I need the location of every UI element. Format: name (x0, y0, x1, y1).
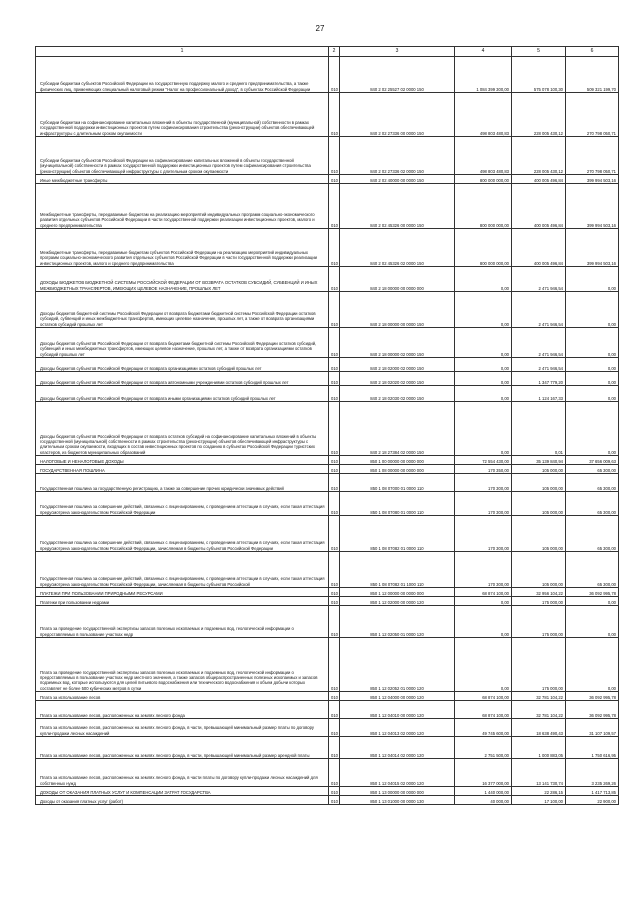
row-budget-code-cell: 850 1 12 02000 00 0000 120 (340, 597, 455, 606)
row-approved-cell: 170 300,00 (455, 552, 512, 588)
row-executed-cell: 1 347 779,20 (512, 372, 566, 386)
row-unexecuted-cell: 0,00 (566, 606, 619, 638)
row-unexecuted-cell: 0,00 (566, 358, 619, 372)
row-approved-cell: 72 554 430,00 (455, 456, 512, 465)
row-unexecuted-cell: 36 092 995,78 (566, 692, 619, 701)
row-line-code-cell: 010 (329, 588, 340, 597)
row-budget-code-cell: 850 1 13 01000 00 0000 130 (340, 796, 455, 805)
row-line-code-cell: 010 (329, 597, 340, 606)
row-budget-code-cell: 850 1 12 04015 02 0000 120 (340, 759, 455, 787)
row-line-code-cell: 010 (329, 787, 340, 796)
row-name-cell: Доходы от оказания платных услуг (работ) (36, 796, 329, 805)
row-budget-code-cell: 840 2 18 00000 00 0000 000 (340, 267, 455, 292)
row-budget-code-cell: 840 2 02 27336 02 0000 150 (340, 137, 455, 175)
row-line-code-cell: 010 (329, 492, 340, 516)
row-executed-cell: 175 000,00 (512, 597, 566, 606)
row-name-cell: ДОХОДЫ БЮДЖЕТОВ БЮДЖЕТНОЙ СИСТЕМЫ РОССИЙСКОЙ ФЕДЕРАЦИИ ОТ ВОЗВРАТА ОСТАТКОВ СУБСИДИЙ, СУБВЕНЦИЙ И ИНЫХ МЕЖБЮДЖЕТНЫХ ТРАНСФЕРТОВ, ИМЕЮЩИХ ЦЕЛЕВОЕ НАЗНАЧЕНИЕ, ПРОШЛЫХ ЛЕТ (36, 267, 329, 292)
row-name-cell: Межбюджетные трансферты, передаваемые бюджетам на реализацию мероприятий индивидуальных программ социально-экономического развития отдельных субъектов Российской Федерации в части государственной поддержки реализации инвестиционных проектов, малого и среднего предпринимательства (36, 184, 329, 229)
row-name-cell: Плата за проведение государственной экспертизы запасов полезных ископаемых и подземных вод, геологической информации о предоставляемых в пользование участках недр (36, 606, 329, 638)
row-line-code-cell: 010 (329, 372, 340, 386)
table-row (36, 759, 619, 787)
row-budget-code-cell: 840 2 02 45326 00 0000 150 (340, 184, 455, 229)
row-executed-cell: 2 471 946,54 (512, 292, 566, 328)
row-approved-cell: 800 000 000,00 (455, 175, 512, 184)
row-line-code-cell: 010 (329, 137, 340, 175)
table-row (36, 175, 619, 184)
header-cell: 5 (512, 47, 566, 57)
row-unexecuted-cell: 65 300,00 (566, 492, 619, 516)
row-unexecuted-cell: 36 092 995,78 (566, 701, 619, 719)
row-executed-cell: 2 471 946,54 (512, 358, 566, 372)
revenue-table (35, 46, 619, 805)
table-row (36, 692, 619, 701)
row-approved-cell: 1 084 399 300,00 (455, 57, 512, 93)
row-line-code-cell: 010 (329, 552, 340, 588)
row-approved-cell: 170 300,00 (455, 492, 512, 516)
row-approved-cell: 0,00 (455, 606, 512, 638)
page-number: 27 (315, 24, 325, 33)
row-approved-cell: 0,00 (455, 386, 512, 402)
row-executed-cell: 22 286,15 (512, 787, 566, 796)
row-budget-code-cell: 840 2 18 00000 02 0000 150 (340, 328, 455, 358)
row-name-cell: Доходы бюджетов субъектов Российской Федерации от возврата бюджетами бюджетной системы Российской Федерации остатков субсидий, субвенций и иных межбюджетных трансфертов, имеющих целевое назначение, прошлых лет, а также от возврата организациями остатков субсидий прошлых лет (36, 328, 329, 358)
header-cell: 6 (566, 47, 619, 57)
row-line-code-cell: 010 (329, 759, 340, 787)
row-line-code-cell: 010 (329, 267, 340, 292)
row-approved-cell: 68 874 100,00 (455, 692, 512, 701)
row-unexecuted-cell: 509 321 199,70 (566, 57, 619, 93)
table-row (36, 787, 619, 796)
row-unexecuted-cell: 0,00 (566, 372, 619, 386)
row-executed-cell: 105 000,00 (512, 465, 566, 474)
row-line-code-cell: 010 (329, 638, 340, 692)
row-unexecuted-cell: 37 656 009,63 (566, 456, 619, 465)
row-name-cell: Субсидии бюджетам субъектов Российской Федерации на софинансирование капитальных вложений в объекты государственной (муниципальной) собственности в рамках государственной поддержки инвестиционных проектов путем софинансирования строительства (реконструкции) объектов обеспечивающей инфраструктуры с длительным сроком окупаемости (36, 137, 329, 175)
row-line-code-cell: 010 (329, 358, 340, 372)
row-name-cell: Доходы бюджетов субъектов Российской Федерации от возврата организациями остатков субсидий прошлых лет (36, 358, 329, 372)
row-unexecuted-cell: 0,00 (566, 267, 619, 292)
row-name-cell: ДОХОДЫ ОТ ОКАЗАНИЯ ПЛАТНЫХ УСЛУГ И КОМПЕНСАЦИИ ЗАТРАТ ГОСУДАРСТВА (36, 787, 329, 796)
row-unexecuted-cell: 0,00 (566, 597, 619, 606)
row-approved-cell: 0,00 (455, 267, 512, 292)
row-name-cell: НАЛОГОВЫЕ И НЕНАЛОГОВЫЕ ДОХОДЫ (36, 456, 329, 465)
row-name-cell: ГОСУДАРСТВЕННАЯ ПОШЛИНА (36, 465, 329, 474)
row-budget-code-cell: 850 1 12 04000 00 0000 120 (340, 692, 455, 701)
row-executed-cell: 0,01 (512, 402, 566, 456)
row-line-code-cell: 010 (329, 719, 340, 737)
table-row (36, 474, 619, 492)
row-line-code-cell: 010 (329, 328, 340, 358)
row-budget-code-cell: 850 1 12 02052 01 0000 120 (340, 638, 455, 692)
header-cell: 3 (340, 47, 455, 57)
row-name-cell: Государственная пошлина за совершение действий, связанных с лицензированием, с проведением аттестации в случаях, если такая аттестация предусмотрена законодательством Российской Федерации (36, 492, 329, 516)
row-name-cell: Иные межбюджетные трансферты (36, 175, 329, 184)
row-executed-cell: 175 000,00 (512, 606, 566, 638)
row-executed-cell: 13 141 730,74 (512, 759, 566, 787)
row-executed-cell: 32 781 104,22 (512, 692, 566, 701)
row-executed-cell: 105 000,00 (512, 552, 566, 588)
row-approved-cell: 0,00 (455, 292, 512, 328)
row-approved-cell: 0,00 (455, 328, 512, 358)
row-approved-cell: 170 300,00 (455, 516, 512, 552)
row-line-code-cell: 010 (329, 606, 340, 638)
row-approved-cell: 498 803 480,83 (455, 137, 512, 175)
row-executed-cell: 17 100,00 (512, 796, 566, 805)
table-row (36, 402, 619, 456)
row-executed-cell: 105 000,00 (512, 474, 566, 492)
row-name-cell: Плата за использование лесов, расположенных на землях лесного фонда (36, 701, 329, 719)
row-budget-code-cell: 840 2 18 02000 02 0000 150 (340, 358, 455, 372)
table-row (36, 796, 619, 805)
row-name-cell: Межбюджетные трансферты, передаваемые бюджетам субъектов Российской Федерации на реализацию мероприятий индивидуальных программ социально-экономического развития отдельных субъектов Российской Федерации в части государственной поддержки реализации инвестиционных проектов, малого и среднего предпринимательства (36, 229, 329, 267)
row-line-code-cell: 010 (329, 692, 340, 701)
header-row (36, 47, 619, 57)
row-name-cell: Плата за использование лесов, расположенных на землях лесного фонда, в части платы по договору купли-продажи лесных насаждений для собственных нужд (36, 759, 329, 787)
table-row (36, 372, 619, 386)
row-executed-cell: 32 956 104,22 (512, 588, 566, 597)
row-line-code-cell: 010 (329, 57, 340, 93)
row-name-cell: Государственная пошлина за государственную регистрацию, а также за совершение прочих юридически значимых действий (36, 474, 329, 492)
table-row (36, 606, 619, 638)
row-budget-code-cell: 840 2 02 25527 02 0000 150 (340, 57, 455, 93)
row-approved-cell: 170 350,00 (455, 465, 512, 474)
row-approved-cell: 800 000 000,00 (455, 184, 512, 229)
table-row (36, 597, 619, 606)
row-executed-cell: 228 005 430,12 (512, 93, 566, 137)
row-unexecuted-cell: 270 798 050,71 (566, 137, 619, 175)
row-line-code-cell: 010 (329, 737, 340, 759)
table-row (36, 701, 619, 719)
row-approved-cell: 0,00 (455, 638, 512, 692)
row-line-code-cell: 010 (329, 175, 340, 184)
row-approved-cell: 49 745 600,00 (455, 719, 512, 737)
row-executed-cell: 18 638 490,43 (512, 719, 566, 737)
row-budget-code-cell: 850 1 12 04013 02 0000 120 (340, 719, 455, 737)
row-approved-cell: 68 874 100,00 (455, 588, 512, 597)
row-budget-code-cell: 840 2 02 40000 00 0000 150 (340, 175, 455, 184)
row-name-cell: Плата за использование лесов, расположенных на землях лесного фонда, в части, превышающей минимальный размер платы по договору купли-продажи лесных насаждений (36, 719, 329, 737)
row-approved-cell: 40 000,00 (455, 796, 512, 805)
row-name-cell: Плата за проведение государственной экспертизы запасов полезных ископаемых и подземных вод, геологической информации о предоставляемых в пользование участках недр местного значения, а также запасов общераспространенных полезных ископаемых и запасов подземных вод, которые используются для целей питьевого водоснабжения или технического водоснабжения и объем добычи которых составляет не более 500 кубических метров в сутки (36, 638, 329, 692)
row-budget-code-cell: 840 2 02 27336 00 0000 150 (340, 93, 455, 137)
row-executed-cell: 105 000,00 (512, 492, 566, 516)
row-name-cell: Плата за использование лесов, расположенных на землях лесного фонда, в части, превышающей минимальный размер арендной платы (36, 737, 329, 759)
table-row (36, 719, 619, 737)
table-row (36, 737, 619, 759)
row-line-code-cell: 010 (329, 701, 340, 719)
row-line-code-cell: 010 (329, 292, 340, 328)
table-body (36, 57, 619, 805)
row-executed-cell: 575 078 100,30 (512, 57, 566, 93)
table-row (36, 465, 619, 474)
row-name-cell: Государственная пошлина за совершение действий, связанных с лицензированием, с проведением аттестации в случаях, если такая аттестация предусмотрена законодательством Российской Федерации, зачисляемая в бюджеты субъектов Российской Федерации (36, 516, 329, 552)
row-line-code-cell: 010 (329, 456, 340, 465)
row-name-cell: Доходы бюджетов субъектов Российской Федерации от возврата остатков субсидий на софинансирование капитальных вложений в объекты государственной (муниципальной) собственности в рамках строительства (реконструкции) объектов обеспечивающей инфраструктуры с длительным сроком окупаемости, входящих в состав инвестиционных проектов по созданию в субъектах Российской Федерации туристских кластеров, из бюджетов муниципальных образований (36, 402, 329, 456)
row-executed-cell: 2 471 946,54 (512, 328, 566, 358)
row-line-code-cell: 010 (329, 796, 340, 805)
row-executed-cell: 105 000,00 (512, 516, 566, 552)
row-unexecuted-cell: 399 994 503,16 (566, 175, 619, 184)
row-name-cell: Доходы бюджетов бюджетной системы Российской Федерации от возврата бюджетами бюджетной системы Российской Федерации остатков субсидий, субвенций и иных межбюджетных трансфертов, имеющих целевое назначение, прошлых лет, а также от возврата организациями остатков субсидий прошлых лет (36, 292, 329, 328)
table-row (36, 456, 619, 465)
row-name-cell: Доходы бюджетов субъектов Российской Федерации от возврата автономными учреждениями остатков субсидий прошлых лет (36, 372, 329, 386)
row-unexecuted-cell: 0,00 (566, 402, 619, 456)
row-approved-cell: 2 751 500,00 (455, 737, 512, 759)
row-executed-cell: 1 000 883,05 (512, 737, 566, 759)
row-name-cell: ПЛАТЕЖИ ПРИ ПОЛЬЗОВАНИИ ПРИРОДНЫМИ РЕСУРСАМИ (36, 588, 329, 597)
row-line-code-cell: 010 (329, 93, 340, 137)
row-budget-code-cell: 850 1 08 07082 01 1000 110 (340, 552, 455, 588)
row-unexecuted-cell: 36 092 995,78 (566, 588, 619, 597)
row-budget-code-cell: 840 2 02 45326 02 0000 150 (340, 229, 455, 267)
row-budget-code-cell: 840 2 18 00000 00 0000 150 (340, 292, 455, 328)
row-unexecuted-cell: 399 994 503,16 (566, 229, 619, 267)
row-approved-cell: 0,00 (455, 358, 512, 372)
row-unexecuted-cell: 65 300,00 (566, 474, 619, 492)
row-name-cell: Субсидии бюджетам на софинансирование капитальных вложений в объекты государственной (муниципальной) собственности в рамках государственной поддержки инвестиционных проектов путем софинансирования строительства (реконструкции) объектов обеспечивающей инфраструктуры с длительным сроком окупаемости (36, 93, 329, 137)
row-approved-cell: 498 803 480,83 (455, 93, 512, 137)
row-name-cell: Плата за использование лесов (36, 692, 329, 701)
row-budget-code-cell: 850 1 12 04014 02 0000 120 (340, 737, 455, 759)
table-row (36, 386, 619, 402)
row-line-code-cell: 010 (329, 474, 340, 492)
row-approved-cell: 170 300,00 (455, 474, 512, 492)
row-budget-code-cell: 850 1 08 07082 01 0000 110 (340, 516, 455, 552)
header-cell: 1 (36, 47, 329, 57)
row-executed-cell: 1 124 167,33 (512, 386, 566, 402)
row-unexecuted-cell: 0,00 (566, 292, 619, 328)
table-row (36, 267, 619, 292)
row-name-cell: Субсидии бюджетам субъектов Российской Федерации на государственную поддержку малого и среднего предпринимательства, а также физических лиц, применяющих специальный налоговый режим "Налог на профессиональный доход", в субъектах Российской Федерации (36, 57, 329, 93)
row-executed-cell: 400 005 496,84 (512, 175, 566, 184)
row-executed-cell: 228 005 430,12 (512, 137, 566, 175)
table-row (36, 93, 619, 137)
table-row (36, 137, 619, 175)
row-executed-cell: 400 005 496,84 (512, 229, 566, 267)
row-budget-code-cell: 850 1 08 00000 00 0000 000 (340, 465, 455, 474)
row-unexecuted-cell: 0,00 (566, 638, 619, 692)
table-row (36, 516, 619, 552)
row-unexecuted-cell: 1 417 713,85 (566, 787, 619, 796)
row-budget-code-cell: 850 1 12 00000 00 0000 000 (340, 588, 455, 597)
row-approved-cell: 0,00 (455, 372, 512, 386)
table-row (36, 492, 619, 516)
row-budget-code-cell: 850 1 12 04010 00 0000 120 (340, 701, 455, 719)
row-line-code-cell: 010 (329, 516, 340, 552)
row-executed-cell: 32 781 104,22 (512, 701, 566, 719)
row-name-cell: Платежи при пользовании недрами (36, 597, 329, 606)
row-unexecuted-cell: 0,00 (566, 386, 619, 402)
row-line-code-cell: 010 (329, 465, 340, 474)
table-row (36, 552, 619, 588)
table-row (36, 229, 619, 267)
table-row (36, 328, 619, 358)
row-unexecuted-cell: 31 107 109,57 (566, 719, 619, 737)
row-budget-code-cell: 840 2 18 27384 02 0000 150 (340, 402, 455, 456)
table-row (36, 358, 619, 372)
row-budget-code-cell: 840 2 18 02020 02 0000 150 (340, 372, 455, 386)
row-approved-cell: 1 440 000,00 (455, 787, 512, 796)
row-unexecuted-cell: 1 750 616,95 (566, 737, 619, 759)
row-budget-code-cell: 850 1 08 07080 01 0000 110 (340, 492, 455, 516)
row-line-code-cell: 010 (329, 229, 340, 267)
table-row (36, 638, 619, 692)
table-row (36, 184, 619, 229)
row-budget-code-cell: 850 1 00 00000 00 0000 000 (340, 456, 455, 465)
row-unexecuted-cell: 65 300,00 (566, 465, 619, 474)
header-cell: 2 (329, 47, 340, 57)
row-name-cell: Государственная пошлина за совершение действий, связанных с лицензированием, с проведением аттестации в случаях, если такая аттестация предусмотрена законодательством Российской Федерации, зачисляемая в бюджеты субъектов Российской (36, 552, 329, 588)
row-executed-cell: 175 000,00 (512, 638, 566, 692)
row-budget-code-cell: 840 2 18 02030 02 0000 150 (340, 386, 455, 402)
row-unexecuted-cell: 65 300,00 (566, 516, 619, 552)
row-unexecuted-cell: 270 798 050,71 (566, 93, 619, 137)
row-unexecuted-cell: 3 235 269,26 (566, 759, 619, 787)
row-approved-cell: 0,00 (455, 402, 512, 456)
row-line-code-cell: 010 (329, 386, 340, 402)
table-row (36, 57, 619, 93)
row-budget-code-cell: 850 1 13 00000 00 0000 000 (340, 787, 455, 796)
row-line-code-cell: 010 (329, 402, 340, 456)
row-budget-code-cell: 850 1 12 02050 01 0000 120 (340, 606, 455, 638)
row-budget-code-cell: 850 1 08 07000 01 0000 110 (340, 474, 455, 492)
row-approved-cell: 0,00 (455, 597, 512, 606)
row-executed-cell: 35 139 840,94 (512, 456, 566, 465)
row-unexecuted-cell: 399 994 503,16 (566, 184, 619, 229)
row-unexecuted-cell: 65 300,00 (566, 552, 619, 588)
row-unexecuted-cell: 22 900,00 (566, 796, 619, 805)
row-line-code-cell: 010 (329, 184, 340, 229)
row-approved-cell: 68 874 100,00 (455, 701, 512, 719)
row-approved-cell: 800 000 000,00 (455, 229, 512, 267)
row-name-cell: Доходы бюджетов субъектов Российской Федерации от возврата иными организациями остатков субсидий прошлых лет (36, 386, 329, 402)
table-row (36, 292, 619, 328)
header-cell: 4 (455, 47, 512, 57)
row-approved-cell: 16 377 000,00 (455, 759, 512, 787)
row-executed-cell: 400 005 496,84 (512, 184, 566, 229)
table-row (36, 588, 619, 597)
row-executed-cell: 2 471 946,54 (512, 267, 566, 292)
row-unexecuted-cell: 0,00 (566, 328, 619, 358)
